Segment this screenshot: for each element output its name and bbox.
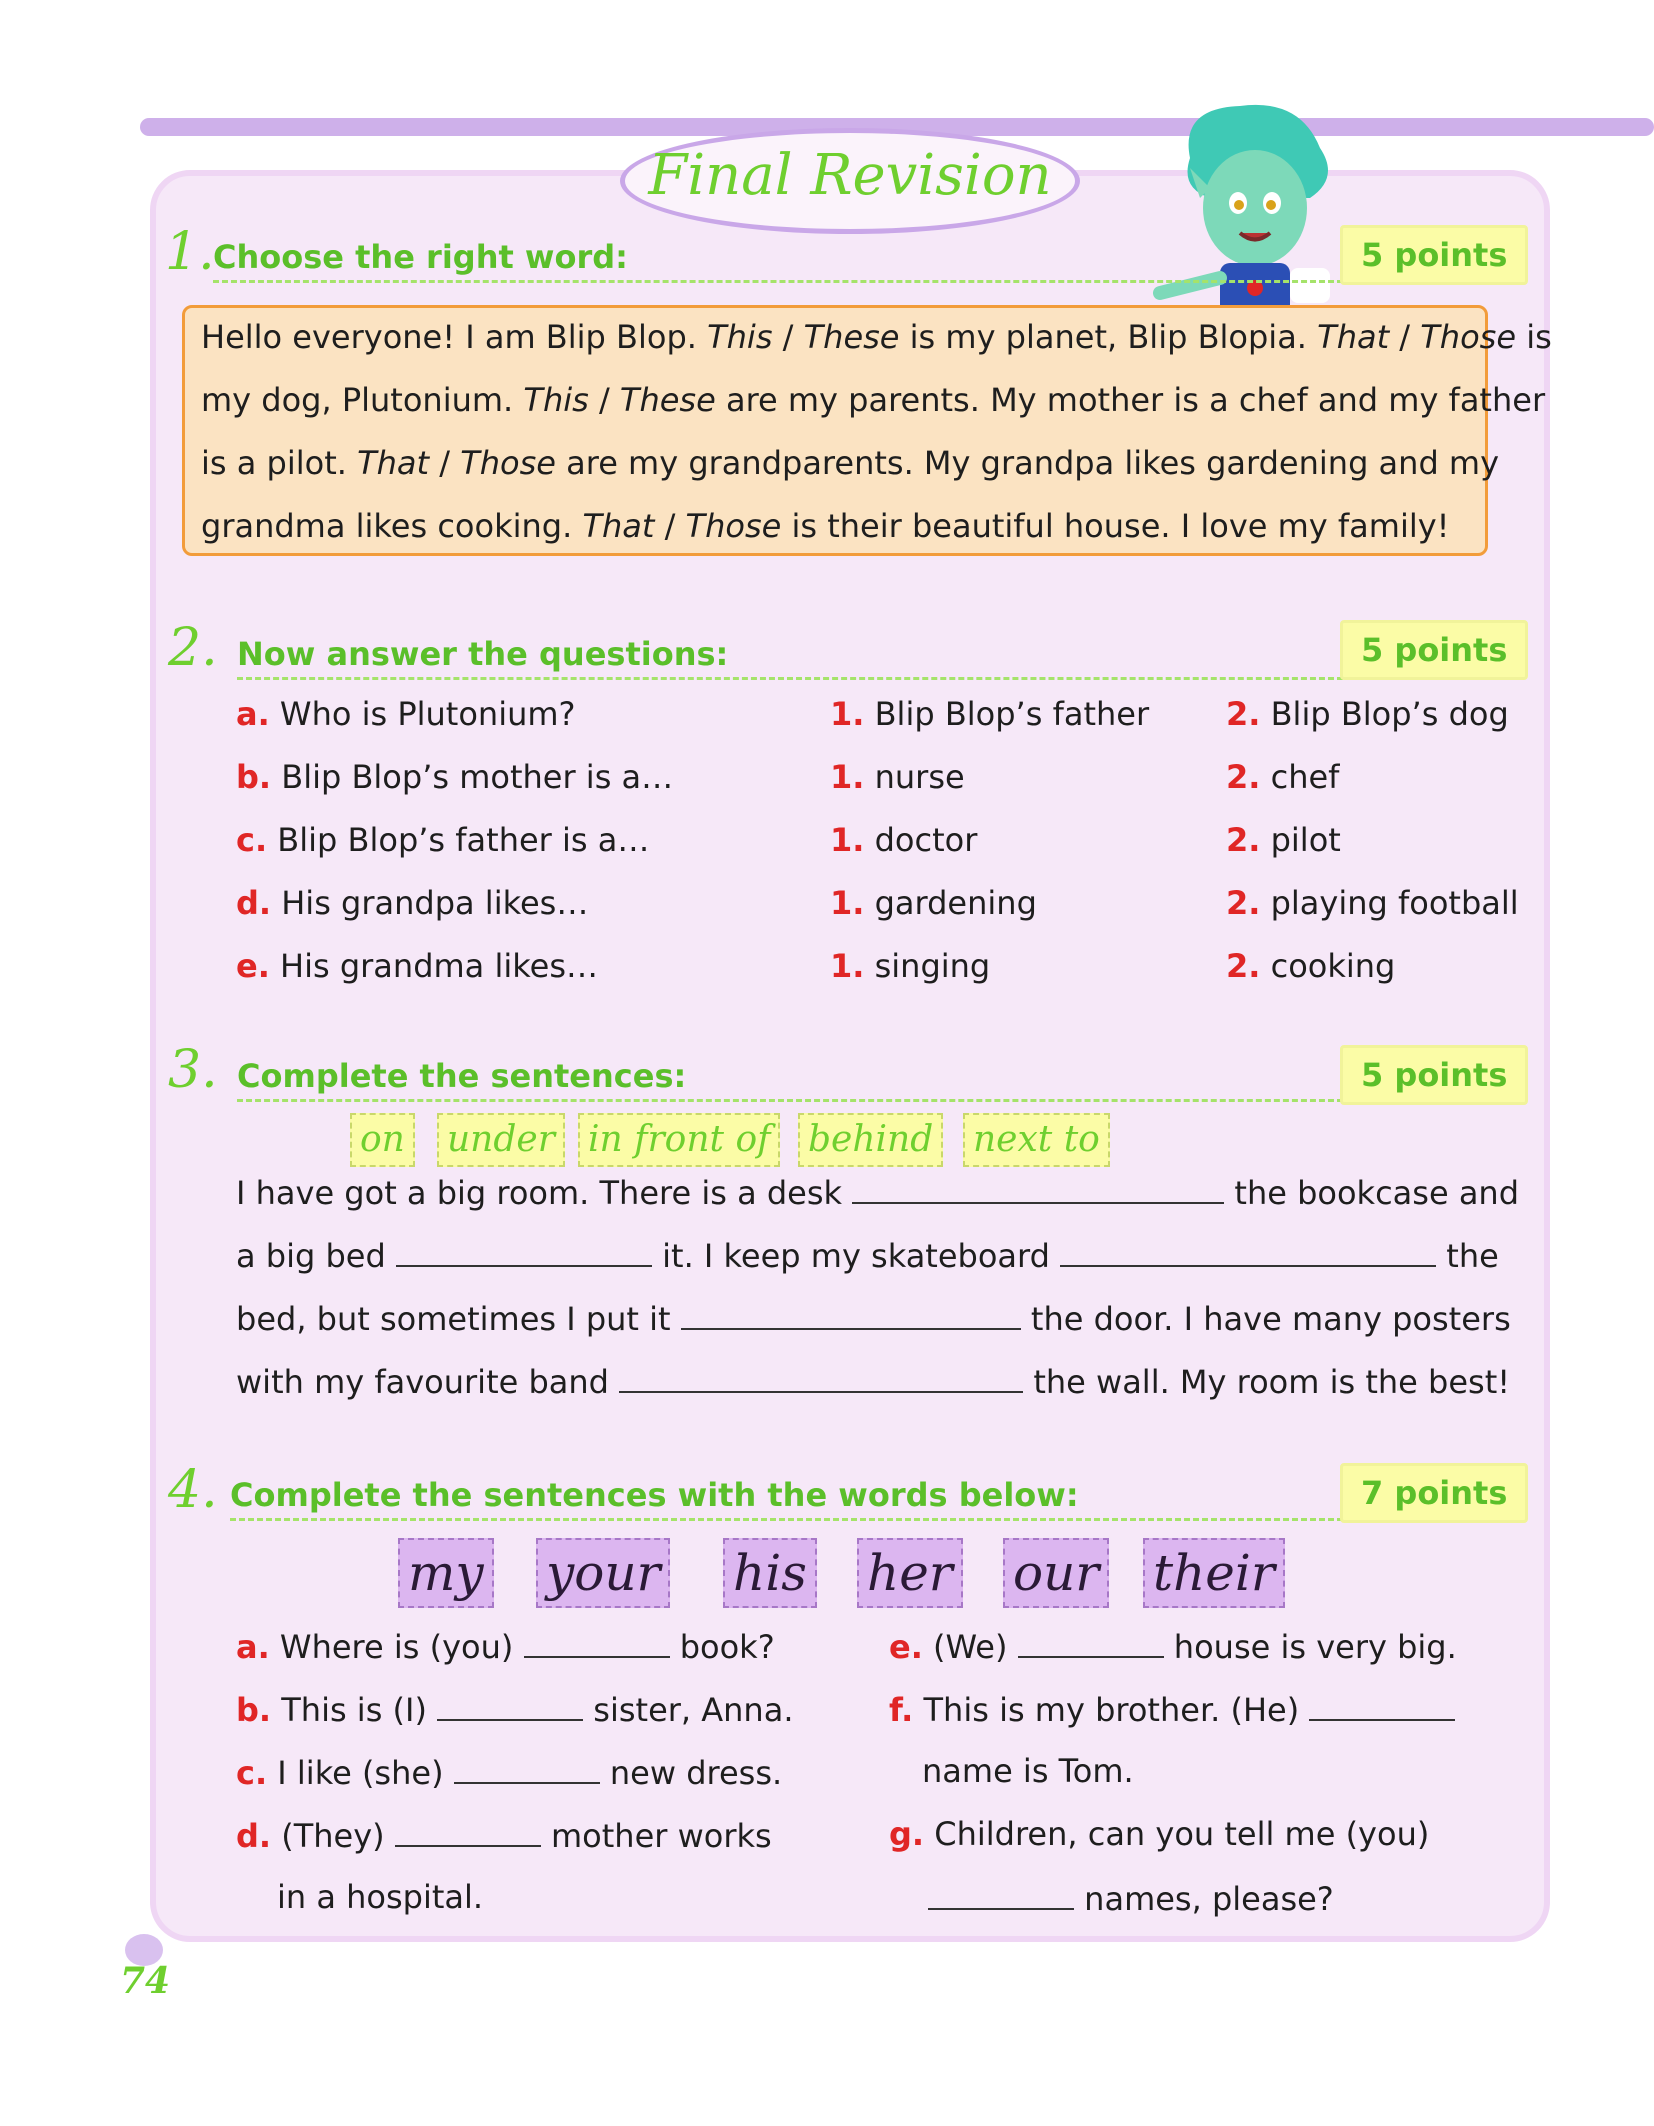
choice-that[interactable]: That (357, 444, 430, 482)
section-2-number: 2. (168, 618, 218, 678)
section-4-title: Complete the sentences with the words below: (230, 1476, 1079, 1514)
choice-these[interactable]: These (803, 318, 900, 356)
section-2-title: Now answer the questions: (237, 635, 729, 673)
exercise-4-item-c: c. I like (she) new dress. (236, 1754, 783, 1792)
exercise-4-item-a: a. Where is (you) book? (236, 1628, 775, 1666)
answer-blank[interactable] (681, 1298, 1021, 1330)
option-1[interactable]: 1. doctor (830, 821, 978, 859)
word-box-our: our (1003, 1538, 1109, 1608)
section-4-number: 4. (168, 1460, 218, 1520)
choice-those[interactable]: Those (685, 507, 782, 545)
alien-mascot-illustration (1150, 88, 1360, 318)
room-text-line-1: I have got a big room. There is a desk the bookcase and (236, 1174, 1520, 1212)
choice-that[interactable]: That (582, 507, 655, 545)
answer-blank[interactable] (1018, 1626, 1164, 1658)
section-1-points-badge: 5 points (1340, 225, 1528, 285)
exercise-4-item-g: g. Children, can you tell me (you) (889, 1815, 1430, 1853)
word-box-on: on (350, 1113, 415, 1167)
question-row: a. Who is Plutonium? (236, 695, 576, 733)
word-box-behind: behind (798, 1113, 943, 1167)
question-row: c. Blip Blop’s father is a… (236, 821, 650, 859)
answer-blank[interactable] (1060, 1235, 1436, 1267)
exercise-4-item-f: f. This is my brother. (He) (889, 1689, 1455, 1729)
word-box-in-front-of: in front of (578, 1113, 780, 1167)
room-text-line-2: a big bed it. I keep my skateboard the (236, 1237, 1499, 1275)
section-1-title: Choose the right word: (213, 238, 628, 276)
exercise-4-item-f-continued: name is Tom. (922, 1752, 1134, 1790)
question-row: e. His grandma likes… (236, 947, 598, 985)
option-1[interactable]: 1. nurse (830, 758, 965, 796)
story-line-2: my dog, Plutonium. This / These are my parents. My mother is a chef and my father (201, 381, 1546, 419)
exercise-4-item-g-continued: names, please? (928, 1878, 1334, 1918)
word-box-my: my (398, 1538, 494, 1608)
word-box-under: under (437, 1113, 565, 1167)
room-text-line-4: with my favourite band the wall. My room is the best! (236, 1363, 1511, 1401)
word-box-their: their (1143, 1538, 1285, 1608)
section-4-points-badge: 7 points (1340, 1463, 1528, 1523)
page-number: 74 (120, 1960, 171, 2002)
answer-blank[interactable] (852, 1172, 1224, 1204)
option-2[interactable]: 2. chef (1226, 758, 1340, 796)
answer-blank[interactable] (395, 1815, 541, 1847)
option-1[interactable]: 1. gardening (830, 884, 1037, 922)
answer-blank[interactable] (524, 1626, 670, 1658)
section-1-number: 1. (165, 222, 215, 282)
answer-blank[interactable] (437, 1689, 583, 1721)
answer-blank[interactable] (1309, 1689, 1455, 1721)
option-2[interactable]: 2. pilot (1226, 821, 1341, 859)
answer-blank[interactable] (454, 1752, 600, 1784)
section-3-title: Complete the sentences: (237, 1057, 687, 1095)
choice-that[interactable]: That (1317, 318, 1390, 356)
section-3-dashed-rule (237, 1099, 1343, 1102)
story-line-3: is a pilot. That / Those are my grandparents. My grandpa likes gardening and my (201, 444, 1500, 482)
option-2[interactable]: 2. playing football (1226, 884, 1519, 922)
room-text-line-3: bed, but sometimes I put it the door. I have many posters (236, 1300, 1511, 1338)
choice-those[interactable]: Those (1420, 318, 1517, 356)
section-2-dashed-rule (237, 677, 1343, 680)
choice-those[interactable]: Those (460, 444, 556, 482)
section-3-number: 3. (168, 1040, 218, 1100)
option-1[interactable]: 1. Blip Blop’s father (830, 695, 1150, 733)
option-1[interactable]: 1. singing (830, 947, 991, 985)
word-box-next-to: next to (963, 1113, 1110, 1167)
answer-blank[interactable] (619, 1361, 1023, 1393)
word-box-your: your (536, 1538, 670, 1608)
story-box (182, 305, 1552, 556)
section-4-dashed-rule (230, 1518, 1343, 1521)
word-box-his: his (723, 1538, 817, 1608)
story-line-4: grandma likes cooking. That / Those is their beautiful house. I love my family! (201, 507, 1450, 545)
choice-this[interactable]: This (707, 318, 773, 356)
option-2[interactable]: 2. cooking (1226, 947, 1396, 985)
exercise-4-item-e: e. (We) house is very big. (889, 1628, 1457, 1666)
option-2[interactable]: 2. Blip Blop’s dog (1226, 695, 1509, 733)
exercise-4-item-d: d. (They) mother works (236, 1817, 772, 1855)
section-2-points-badge: 5 points (1340, 620, 1528, 680)
choice-these[interactable]: These (619, 381, 716, 419)
section-3-points-badge: 5 points (1340, 1045, 1528, 1105)
word-box-her: her (857, 1538, 963, 1608)
exercise-4-item-d-continued: in a hospital. (277, 1878, 484, 1916)
answer-blank[interactable] (396, 1235, 652, 1267)
question-row: b. Blip Blop’s mother is a… (236, 758, 674, 796)
choice-this[interactable]: This (523, 381, 589, 419)
exercise-4-item-b: b. This is (I) sister, Anna. (236, 1691, 794, 1729)
story-line-1: Hello everyone! I am Blip Blop. This / These is my planet, Blip Blopia. That / Those is (201, 318, 1552, 356)
page-title: Final Revision (648, 143, 1052, 208)
section-1-dashed-rule (213, 280, 1343, 283)
question-row: d. His grandpa likes… (236, 884, 589, 922)
answer-blank[interactable] (928, 1878, 1074, 1910)
